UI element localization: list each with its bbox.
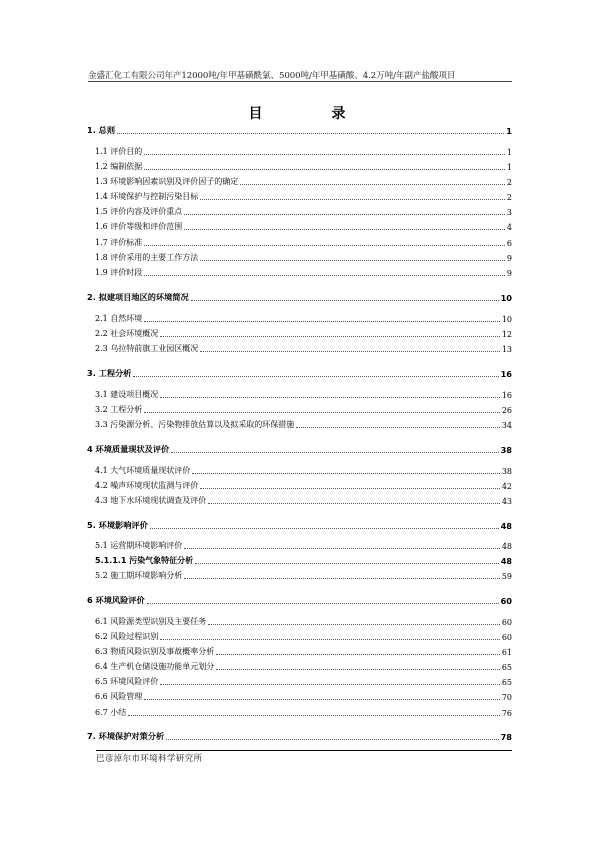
- toc-page-number: 12: [501, 330, 512, 339]
- toc-page-number: 1: [506, 148, 512, 157]
- toc-dot-leader: [144, 699, 500, 700]
- toc-entry-label: 6.6 风险管理: [95, 692, 143, 701]
- toc-entry-label: 4 环境质量现状及评价: [87, 444, 170, 454]
- toc-page-number: 38: [500, 445, 512, 455]
- toc-section-entry[interactable]: [95, 312, 512, 324]
- toc-entry-label: 3.3 污染源分析、污染物排放估算以及拟采取的环保措施: [95, 420, 295, 429]
- toc-entry-label: 6.3 物质风险识别及事故概率分析: [95, 647, 215, 656]
- toc-dot-leader: [200, 199, 505, 200]
- toc-section-entry[interactable]: [95, 569, 512, 581]
- toc-page-number: 26: [501, 406, 512, 415]
- toc-section-entry[interactable]: [95, 615, 512, 627]
- toc-chapter-entry[interactable]: [87, 367, 512, 379]
- toc-section-entry[interactable]: [95, 690, 512, 702]
- toc-page-number: 6: [506, 239, 512, 248]
- toc-entry-label: 2.1 自然环境: [95, 314, 143, 323]
- toc-dot-leader: [208, 503, 500, 504]
- toc-section-entry[interactable]: [95, 464, 512, 476]
- toc-dot-leader: [160, 397, 500, 398]
- toc-entry-label: 2.3 乌拉特前旗工业园区概况: [95, 344, 199, 353]
- toc-entry-label: 4.3 地下水环境现状调查及评价: [95, 496, 207, 505]
- toc-section-entry[interactable]: [95, 645, 512, 657]
- toc-page-number: 2: [506, 193, 512, 202]
- toc-dot-leader: [144, 412, 500, 413]
- toc-section-entry[interactable]: [95, 388, 512, 400]
- toc-entry-label: 2. 拟建项目地区的环境简况: [87, 292, 189, 302]
- toc-section-entry[interactable]: [95, 494, 512, 506]
- toc-page-number: 1: [506, 163, 512, 172]
- toc-dot-leader: [240, 184, 505, 185]
- toc-page-number: 48: [500, 521, 512, 531]
- toc-section-entry[interactable]: [95, 236, 512, 248]
- toc-entry-label: 1.5 评价内容及评价重点: [95, 207, 183, 216]
- toc-entry-label: 3.1 建设项目概况: [95, 390, 159, 399]
- toc-entry-label: 4.2 噪声环境现状监测与评价: [95, 481, 199, 490]
- toc-page-number: 3: [506, 208, 512, 217]
- toc-page-number: 60: [500, 596, 512, 606]
- toc-dot-leader: [208, 624, 500, 625]
- toc-entry-label: 6.2 风险过程识别: [95, 632, 159, 641]
- toc-page-number: 9: [506, 254, 512, 263]
- toc-entry-label: 3.2 工程分析: [95, 405, 143, 414]
- toc-entry-label: 1.2 编制依据: [95, 162, 143, 171]
- toc-page-number: 59: [501, 572, 512, 581]
- toc-section-entry[interactable]: [95, 160, 512, 172]
- toc-dot-leader: [195, 563, 499, 564]
- toc-dot-leader: [184, 229, 505, 230]
- title-char-right: 录: [331, 106, 347, 122]
- toc-entry-label: 6.1 风险源类型识别及主要任务: [95, 617, 207, 626]
- toc-entry-label: 1.6 评价等级和评价范围: [95, 222, 183, 231]
- toc-section-entry[interactable]: [95, 175, 512, 187]
- toc-section-entry[interactable]: [95, 479, 512, 491]
- toc-entry-label: 6.5 环境风险评价: [95, 677, 159, 686]
- toc-section-entry[interactable]: [95, 251, 512, 263]
- toc-entry-label: 5.2 施工期环境影响分析: [95, 571, 183, 580]
- toc-entry-label: 6 环境风险评价: [87, 595, 145, 605]
- toc-page-number: 65: [501, 663, 512, 672]
- toc-section-entry[interactable]: [95, 190, 512, 202]
- toc-dot-leader: [166, 739, 498, 740]
- toc-dot-leader: [216, 654, 500, 655]
- toc-section-entry[interactable]: [95, 205, 512, 217]
- toc-entry-label: 1. 总则: [87, 125, 116, 135]
- title-char-left: 目: [248, 106, 264, 122]
- toc-page-number: 48: [500, 557, 512, 566]
- toc-page-number: 70: [501, 693, 512, 702]
- toc-chapter-entry[interactable]: [87, 594, 512, 606]
- toc-section-entry[interactable]: [95, 660, 512, 672]
- toc-dot-leader: [192, 473, 500, 474]
- toc-chapter-entry[interactable]: [87, 443, 512, 455]
- toc-dot-leader: [160, 336, 500, 337]
- toc-page-number: 10: [500, 293, 512, 303]
- toc-chapter-entry[interactable]: [87, 730, 512, 742]
- toc-dot-leader: [184, 578, 500, 579]
- toc-page-number: 38: [501, 467, 512, 476]
- toc-entry-label: 3. 工程分析: [87, 368, 132, 378]
- toc-page-number: 42: [501, 482, 512, 491]
- toc-entry-label: 6.4 生产机仓储设施功能单元划分: [95, 662, 215, 671]
- toc-section-entry[interactable]: [95, 342, 512, 354]
- toc-entry-label: 5. 环境影响评价: [87, 520, 148, 530]
- toc-chapter-entry[interactable]: [87, 291, 512, 303]
- toc-entry-label: 7. 环境保护对策分析: [87, 731, 165, 741]
- toc-entry-label: 2.2 社会环境概况: [95, 329, 159, 338]
- toc-dot-leader: [296, 427, 500, 428]
- toc-entry-label: 1.3 环境影响因素识别及评价因子的确定: [95, 177, 239, 186]
- toc-page-number: 61: [501, 648, 512, 657]
- toc-section-entry[interactable]: [95, 675, 512, 687]
- toc-page-number: 13: [501, 345, 512, 354]
- toc-dot-leader: [171, 452, 498, 453]
- toc-dot-leader: [216, 669, 500, 670]
- toc-section-entry[interactable]: [95, 539, 512, 551]
- toc-page-number: 4: [506, 223, 512, 232]
- toc-page-number: 65: [501, 678, 512, 687]
- toc-dot-leader: [150, 528, 499, 529]
- toc-page-number: 43: [501, 497, 512, 506]
- running-header: 金盛汇化工有限公司年产12000吨/年甲基磺酰氯、5000吨/年甲基磺酸、4.2万吨/年副产盐酸项目: [88, 71, 456, 81]
- toc-dot-leader: [160, 639, 500, 640]
- toc-page-number: 48: [501, 542, 512, 551]
- toc-dot-leader: [144, 275, 505, 276]
- toc-page-number: 16: [500, 369, 512, 379]
- toc-page-number: 78: [500, 732, 512, 742]
- toc-dot-leader: [144, 245, 505, 246]
- toc-dot-leader: [160, 684, 500, 685]
- toc-dot-leader: [144, 169, 505, 170]
- toc-section-entry[interactable]: [95, 630, 512, 642]
- toc-entry-label: 5.1 运营期环境影响评价: [95, 541, 183, 550]
- toc-dot-leader: [184, 214, 505, 215]
- toc-dot-leader: [133, 376, 498, 377]
- toc-section-entry[interactable]: [95, 403, 512, 415]
- toc-entry-label: 1.9 评价时段: [95, 268, 143, 277]
- toc-section-entry[interactable]: [95, 145, 512, 157]
- toc-entry-label: 6.7 小结: [95, 708, 127, 717]
- toc-dot-leader: [184, 548, 500, 549]
- toc-section-entry[interactable]: [95, 266, 512, 278]
- toc-entry-label: 1.7 评价标准: [95, 238, 143, 247]
- toc-entry-label: 1.4 环境保护与控制污染目标: [95, 192, 199, 201]
- toc-section-entry[interactable]: [95, 220, 512, 232]
- toc-dot-leader: [144, 321, 500, 322]
- toc-page-number: 9: [506, 269, 512, 278]
- toc-page-number: 10: [501, 315, 512, 324]
- toc-dot-leader: [200, 351, 500, 352]
- toc-entry-label: 5.1.1.1 污染气象特征分析: [95, 556, 194, 565]
- toc-section-entry[interactable]: [95, 418, 512, 430]
- toc-page-number: 60: [501, 633, 512, 642]
- toc-page-number: 76: [501, 709, 512, 718]
- toc-page-number: 34: [501, 421, 512, 430]
- toc-dot-leader: [200, 488, 500, 489]
- toc-section-entry[interactable]: [95, 327, 512, 339]
- toc-entry-label: 1.8 评价采用的主要工作方法: [95, 253, 199, 262]
- toc-entry-label: 1.1 评价目的: [95, 147, 143, 156]
- toc-entry-label: 4.1 大气环境质量现状评价: [95, 466, 191, 475]
- running-footer: 巴彦淖尔市环境科学研究所: [96, 750, 512, 764]
- toc-dot-leader: [144, 154, 505, 155]
- toc-page-number: 60: [501, 618, 512, 627]
- toc-dot-leader: [191, 300, 499, 301]
- toc-chapter-entry[interactable]: [87, 519, 512, 531]
- toc-dot-leader: [200, 260, 505, 261]
- toc-section-entry[interactable]: [95, 554, 512, 566]
- toc-chapter-entry[interactable]: [87, 124, 512, 136]
- toc-section-entry[interactable]: [95, 706, 512, 718]
- toc-page-number: 1: [506, 126, 512, 136]
- toc-dot-leader: [128, 715, 500, 716]
- toc-dot-leader: [147, 603, 499, 604]
- toc-dot-leader: [117, 133, 504, 134]
- toc-page-number: 16: [501, 391, 512, 400]
- toc-page-number: 2: [506, 178, 512, 187]
